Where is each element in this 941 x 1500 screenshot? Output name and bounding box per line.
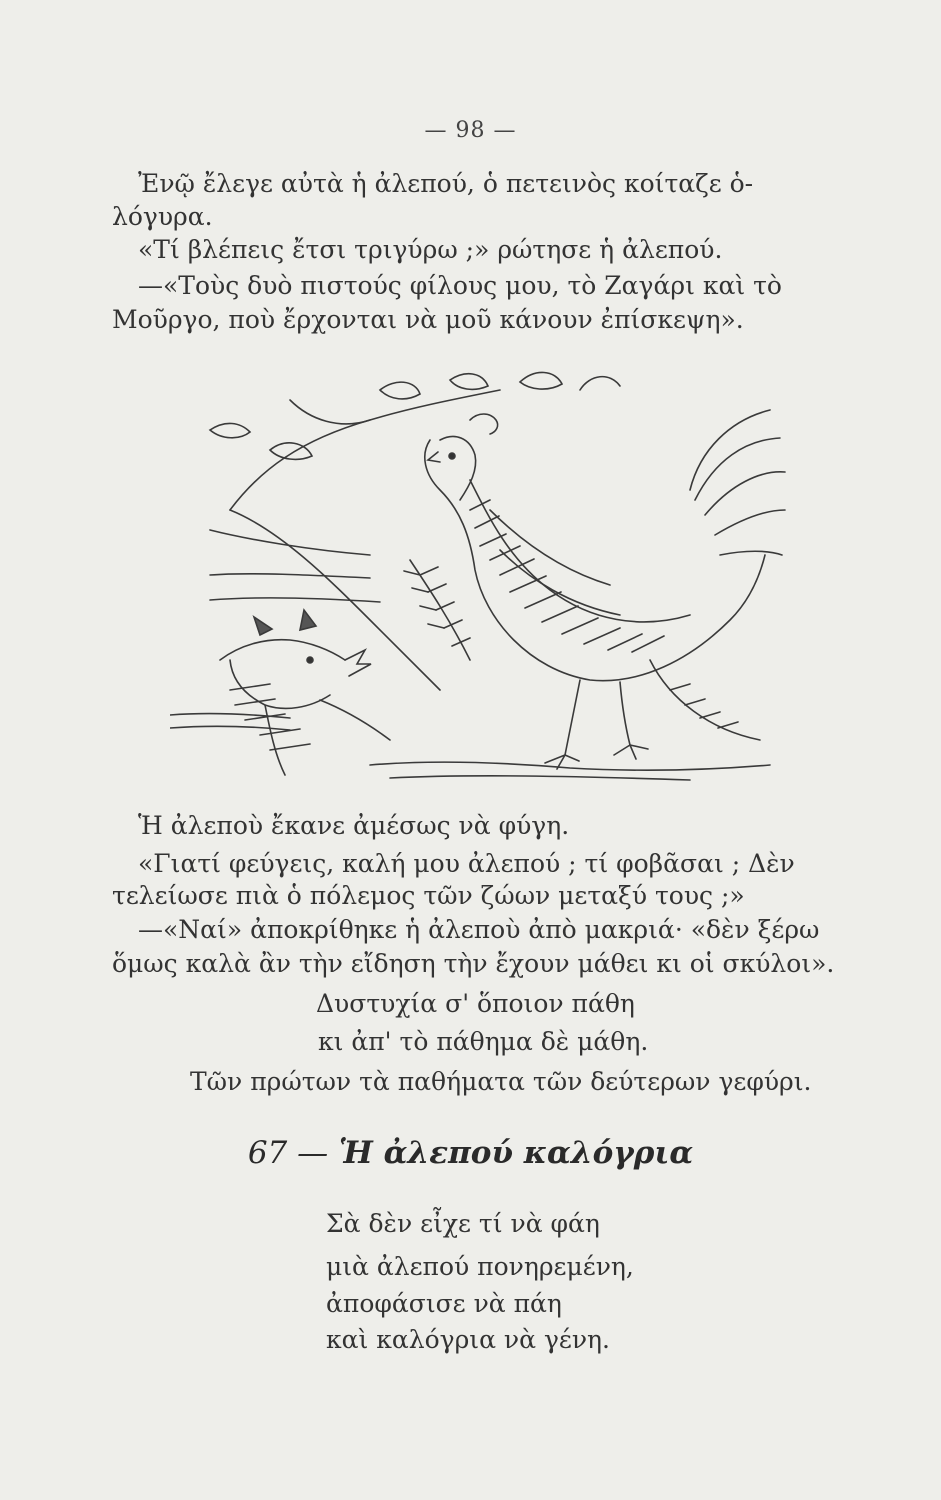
moral-verse-line: Δυστυχία σ' ὅποιον πάθη	[316, 989, 635, 1018]
proverb-line: Τῶν πρώτων τὰ παθήματα τῶν δεύτερων γεφύρι.	[190, 1067, 812, 1096]
poem-line: Σὰ δὲν εἶχε τί νὰ φάη	[326, 1209, 600, 1238]
text-line: «Γιατί φεύγεις, καλή μου ἀλεπού ; τί φοβᾶσαι ; Δὲν	[138, 849, 795, 878]
moral-verse-line: κι ἀπ' τὸ πάθημα δὲ μάθη.	[318, 1027, 649, 1056]
poem-line: μιὰ ἀλεπού πονηρεμένη,	[326, 1252, 634, 1281]
fable-title-text: Ἡ ἀλεπού καλόγρια	[338, 1135, 694, 1171]
fable-number: 67 —	[247, 1135, 329, 1171]
poem-line: καὶ καλόγρια νὰ γένη.	[326, 1325, 610, 1354]
text-line: λόγυρα.	[112, 202, 213, 231]
rooster-fox-illustration	[170, 360, 790, 790]
text-line: Ἐνῷ ἔλεγε αὐτὰ ἡ ἀλεπού, ὁ πετεινὸς κοίταζε ὁ-	[138, 169, 754, 198]
text-line: τελείωσε πιὰ ὁ πόλεμος τῶν ζώων μεταξύ τους ;»	[112, 881, 745, 910]
text-line: ὅμως καλὰ ἂν τὴν εἴδηση τὴν ἔχουν μάθει κι οἱ σκύλοι».	[112, 949, 835, 978]
poem-line: ἀποφάσισε νὰ πάη	[326, 1289, 562, 1318]
text-line: «Τί βλέπεις ἔτσι τριγύρω ;» ρώτησε ἡ ἀλεπού.	[138, 235, 723, 264]
page-number: — 98 —	[424, 118, 517, 143]
fable-title	[0, 1135, 941, 1171]
text-line: —«Ναί» ἀποκρίθηκε ἡ ἀλεποὺ ἀπὸ μακριά· «δὲν ξέρω	[138, 915, 820, 944]
text-line: Ἡ ἀλεποὺ ἔκανε ἀμέσως νὰ φύγη.	[138, 811, 570, 840]
text-line: —«Τοὺς δυὸ πιστούς φίλους μου, τὸ Ζαγάρι καὶ τὸ	[138, 271, 782, 300]
text-line: Μοῦργο, ποὺ ἔρχονται νὰ μοῦ κάνουν ἐπίσκεψη».	[112, 305, 744, 334]
